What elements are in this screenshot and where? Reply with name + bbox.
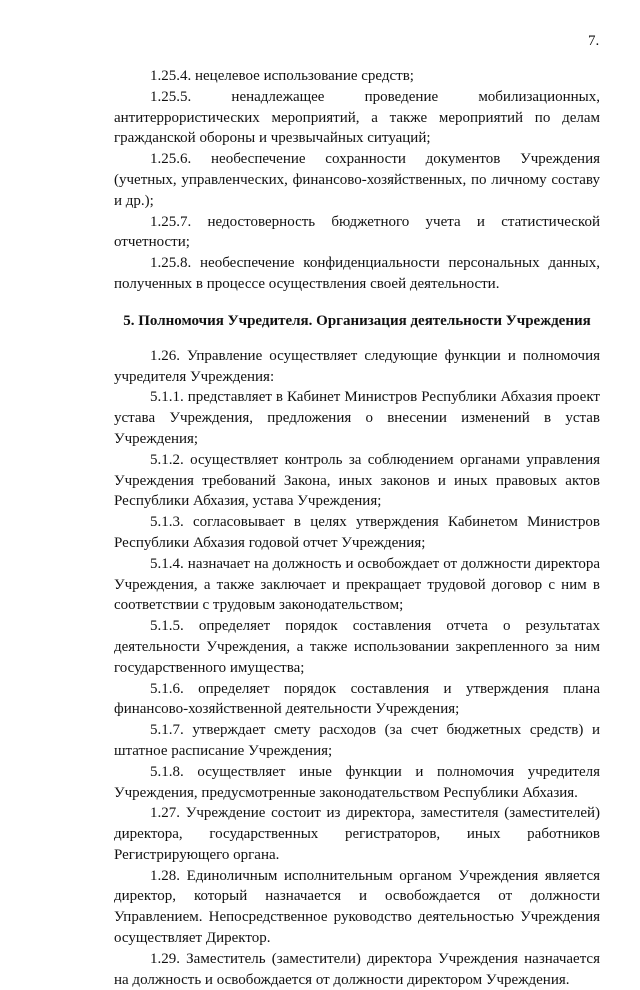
paragraph-1-29: 1.29. Заместитель (заместители) директора Учреждения назначается на должность и освобождается от должности директором Учреждения. xyxy=(114,950,600,988)
paragraph-1-25-5: 1.25.5. ненадлежащее проведение мобилизационных, антитеррористических мероприятий, а также мероприятий по делам гражданской обороны и чрезвычайных ситуаций; xyxy=(114,88,600,147)
section-heading: 5. Полномочия Учредителя. Организация деятельности Учреждения xyxy=(123,312,591,329)
paragraph-5-1-2: 5.1.2. осуществляет контроль за соблюдением органами управления Учреждения требований Закона, иных законов и иных правовых актов Республики Абхазия, устава Учреждения; xyxy=(114,451,600,510)
paragraph-5-1-6: 5.1.6. определяет порядок составления и утверждения плана финансово-хозяйственной деятельности Учреждения; xyxy=(114,680,600,718)
paragraph-1-25-6: 1.25.6. необеспечение сохранности документов Учреждения (учетных, управленческих, финансово-хозяйственных, по личному составу и др.); xyxy=(114,151,600,209)
paragraph-1-27: 1.27. Учреждение состоит из директора, заместителя (заместителей) директора, государственных регистраторов, иных работников Регистрирующего органа. xyxy=(114,805,600,863)
paragraph-5-1-8: 5.1.8. осуществляет иные функции и полномочия учредителя Учреждения, предусмотренные законодательством Республики Абхазия. xyxy=(114,763,600,801)
paragraph-1-28: 1.28. Единоличным исполнительным органом Учреждения является директор, который назначается и освобождается от должности Управлением. Непосредственное руководство деятельностью Учреждения осуществляет Директор. xyxy=(114,867,600,947)
paragraph-1-25-8: 1.25.8. необеспечение конфиденциальности персональных данных, полученных в процессе осуществления своей деятельности. xyxy=(114,255,600,292)
paragraph-5-1-1: 5.1.1. представляет в Кабинет Министров Республики Абхазия проект устава Учреждения, предложения о внесении изменений в устав Учреждения; xyxy=(114,389,600,447)
paragraph-1-25-7: 1.25.7. недостоверность бюджетного учета и статистической отчетности; xyxy=(114,213,600,251)
paragraph-5-1-7: 5.1.7. утверждает смету расходов (за счет бюджетных средств) и штатное расписание Учреждения; xyxy=(114,722,600,759)
document-body xyxy=(114,66,600,990)
paragraph-1-26: 1.26. Управление осуществляет следующие функции и полномочия учредителя Учреждения: xyxy=(114,347,600,385)
page-number: 7. xyxy=(588,33,600,49)
paragraph-5-1-5: 5.1.5. определяет порядок составления отчета о результатах деятельности Учреждения, а также использовании закрепленного за ним государственного имущества; xyxy=(114,618,600,676)
paragraph-5-1-3: 5.1.3. согласовывает в целях утверждения Кабинетом Министров Республики Абхазия годовой отчет Учреждения; xyxy=(114,514,600,551)
paragraph-5-1-4: 5.1.4. назначает на должность и освобождает от должности директора Учреждения, а также заключает и прекращает трудовой договор с ним в соответствии с трудовым законодательством; xyxy=(114,555,600,614)
paragraph-1-25-4: 1.25.4. нецелевое использование средств; xyxy=(150,68,414,84)
